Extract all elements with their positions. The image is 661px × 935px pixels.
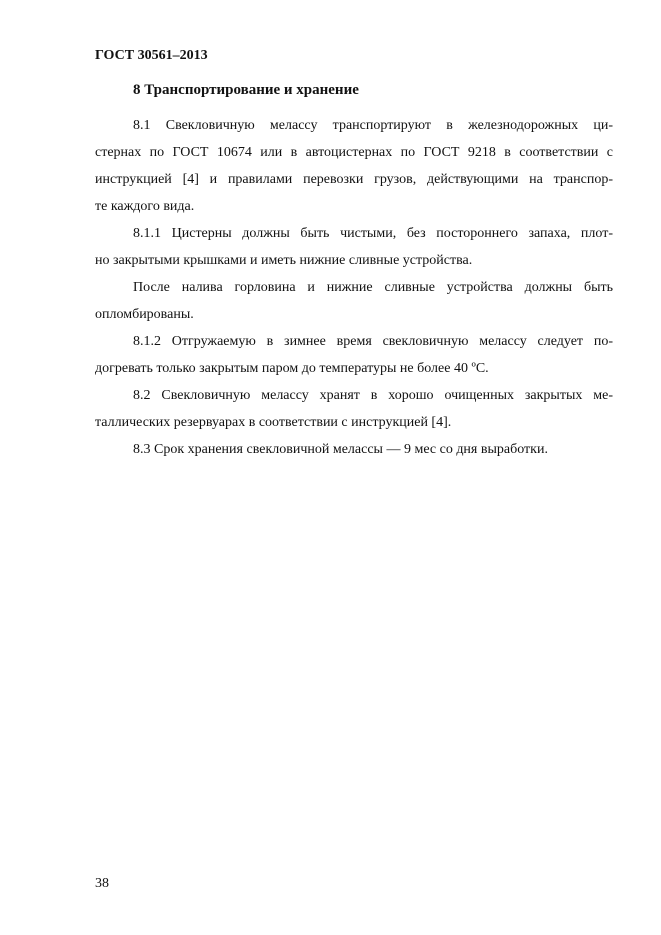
paragraph-line: опломбированы.	[95, 307, 194, 322]
section-title: 8 Транспортирование и хранение	[133, 82, 359, 98]
paragraph-line: После налива горловина и нижние сливные устройства должны быть	[133, 280, 613, 295]
paragraph-line: стернах по ГОСТ 10674 или в автоцистернах по ГОСТ 9218 в соответствии с	[95, 145, 613, 160]
paragraph-line: 8.2 Свекловичную мелассу хранят в хорошо очищенных закрытых ме-	[133, 388, 613, 403]
paragraph-line: догревать только закрытым паром до температуры не более 40 ºС.	[95, 361, 489, 376]
paragraph-line: но закрытыми крышками и иметь нижние сливные устройства.	[95, 253, 473, 268]
paragraph-line: 8.1.2 Отгружаемую в зимнее время свекловичную мелассу следует по-	[133, 334, 613, 349]
paragraph-line: таллических резервуарах в соответствии с инструкцией [4].	[95, 415, 452, 430]
paragraph-line: 8.1 Свекловичную мелассу транспортируют в железнодорожных ци-	[133, 118, 613, 133]
page-number: 38	[95, 876, 109, 891]
paragraph-line: 8.3 Срок хранения свекловичной мелассы — 9 мес со дня выработки.	[133, 442, 548, 457]
document-code: ГОСТ 30561–2013	[95, 48, 208, 63]
paragraph-line: те каждого вида.	[95, 199, 195, 214]
paragraph-line: 8.1.1 Цистерны должны быть чистыми, без постороннего запаха, плот-	[133, 226, 613, 241]
paragraph-line: инструкцией [4] и правилами перевозки грузов, действующими на транспор-	[95, 172, 613, 187]
